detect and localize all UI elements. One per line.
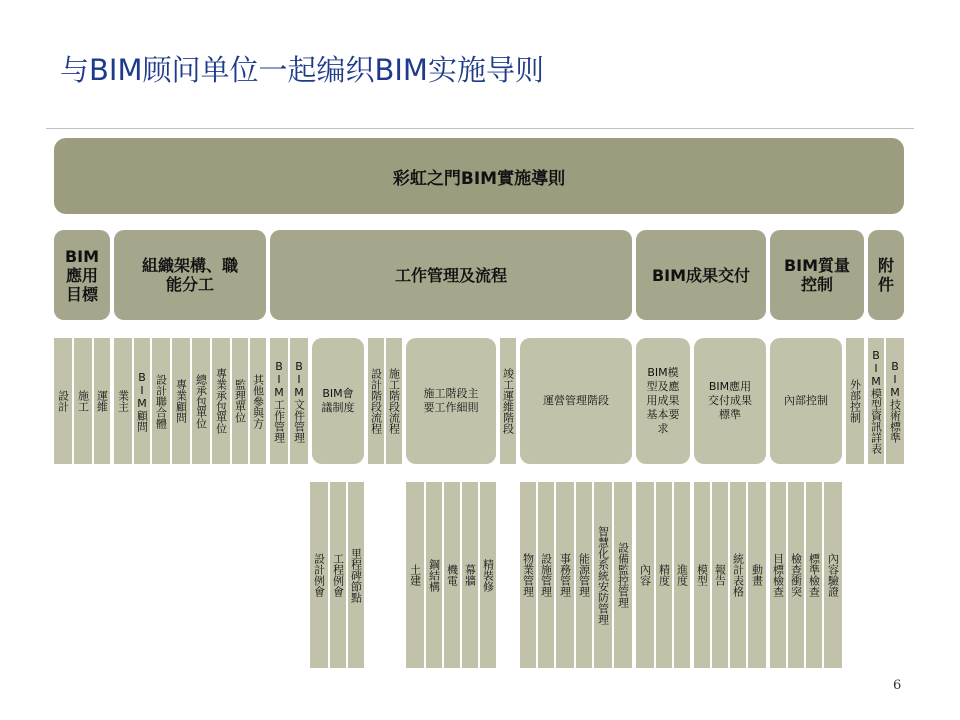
l2-operation-stage: 運營管理階段 [520,338,632,464]
l2-supervisor: 監理單位 [232,338,248,464]
l2-construction-stage-main: 施工階段主 要工作細則 [406,338,496,464]
page-number: 6 [893,678,902,693]
slide-title: 与BIM顾问单位一起编织BIM实施导则 [60,53,544,87]
l2-model-requirements: BIM模 型及應 用成果 基本要 求 [636,338,690,464]
l2-internal-control: 內部控制 [770,338,842,464]
title-divider [46,128,914,129]
l2-design: 設計 [54,338,72,464]
l3-animation: 動畫 [748,482,766,668]
l3-progress: 進度 [674,482,690,668]
l3-property-mgmt: 物業管理 [520,482,536,668]
l3-target-check: 目標檢查 [770,482,786,668]
l3-fitout: 精裝修 [480,482,496,668]
root-node: 彩虹之門BIM實施導則 [54,138,904,214]
l3-affairs-mgmt: 事務管理 [556,482,574,668]
l3-model: 模型 [694,482,710,668]
l2-operation: 運維 [94,338,110,464]
l2-bim-doc-mgmt: BIM文件管理 [290,338,308,464]
l3-statistics: 統計表格 [730,482,746,668]
l3-equipment-monitor: 設備監控管理 [614,482,632,668]
l3-smart-security: 智慧化系統安防管理 [594,482,612,668]
l1-appendix: 附 件 [868,230,904,320]
l2-professional-consultant: 專業顧問 [172,338,190,464]
l2-design-consortium: 設計聯合體 [152,338,170,464]
l1-workflow: 工作管理及流程 [270,230,632,320]
l2-bim-consultant: BIM顧問 [134,338,150,464]
l2-bim-meeting: BIM會 議制度 [312,338,364,464]
l2-design-stage-flow: 設計階段流程 [368,338,384,464]
l1-quality: BIM質量 控制 [770,230,864,320]
l2-app-delivery-std: BIM應用 交付成果 標準 [694,338,766,464]
l1-bim-app-goal: BIM 應用 目標 [54,230,110,320]
l3-civil: 土建 [406,482,424,668]
l2-general-contractor: 總承包單位 [192,338,210,464]
l2-external-control: 外部控制 [846,338,864,464]
l3-precision: 精度 [656,482,672,668]
l2-owner: 業主 [114,338,132,464]
l2-other-parties: 其他參與方 [250,338,266,464]
l3-milestone: 里程碑節點 [348,482,364,668]
l2-construction: 施工 [74,338,92,464]
l2-construction-stage-flow: 施工階段流程 [386,338,402,464]
l3-steel: 鋼結構 [426,482,442,668]
l2-completion-stage: 竣工運維階段 [500,338,516,464]
l3-design-example: 設計例會 [310,482,328,668]
l2-bim-tech-std: BIM技術標準 [886,338,904,464]
l1-org: 組織架構、職 能分工 [114,230,266,320]
l3-engineering-example: 工程例會 [330,482,346,668]
l3-curtain-wall: 幕牆 [462,482,478,668]
l3-content-verify: 內容驗證 [824,482,842,668]
l3-facility-mgmt: 設施管理 [538,482,554,668]
l2-bim-model-detail: BIM模型資訊詳表 [868,338,884,464]
l2-bim-work-mgmt: BIM工作管理 [270,338,288,464]
l3-clash-check: 檢查衝突 [788,482,804,668]
l2-specialty-contractor: 專業承包單位 [212,338,230,464]
l3-content: 內容 [636,482,654,668]
l3-report: 報告 [712,482,728,668]
l3-energy-mgmt: 能源管理 [576,482,592,668]
l3-mep: 機電 [444,482,460,668]
l1-deliverables: BIM成果交付 [636,230,766,320]
l3-standard-check: 標準檢查 [806,482,822,668]
